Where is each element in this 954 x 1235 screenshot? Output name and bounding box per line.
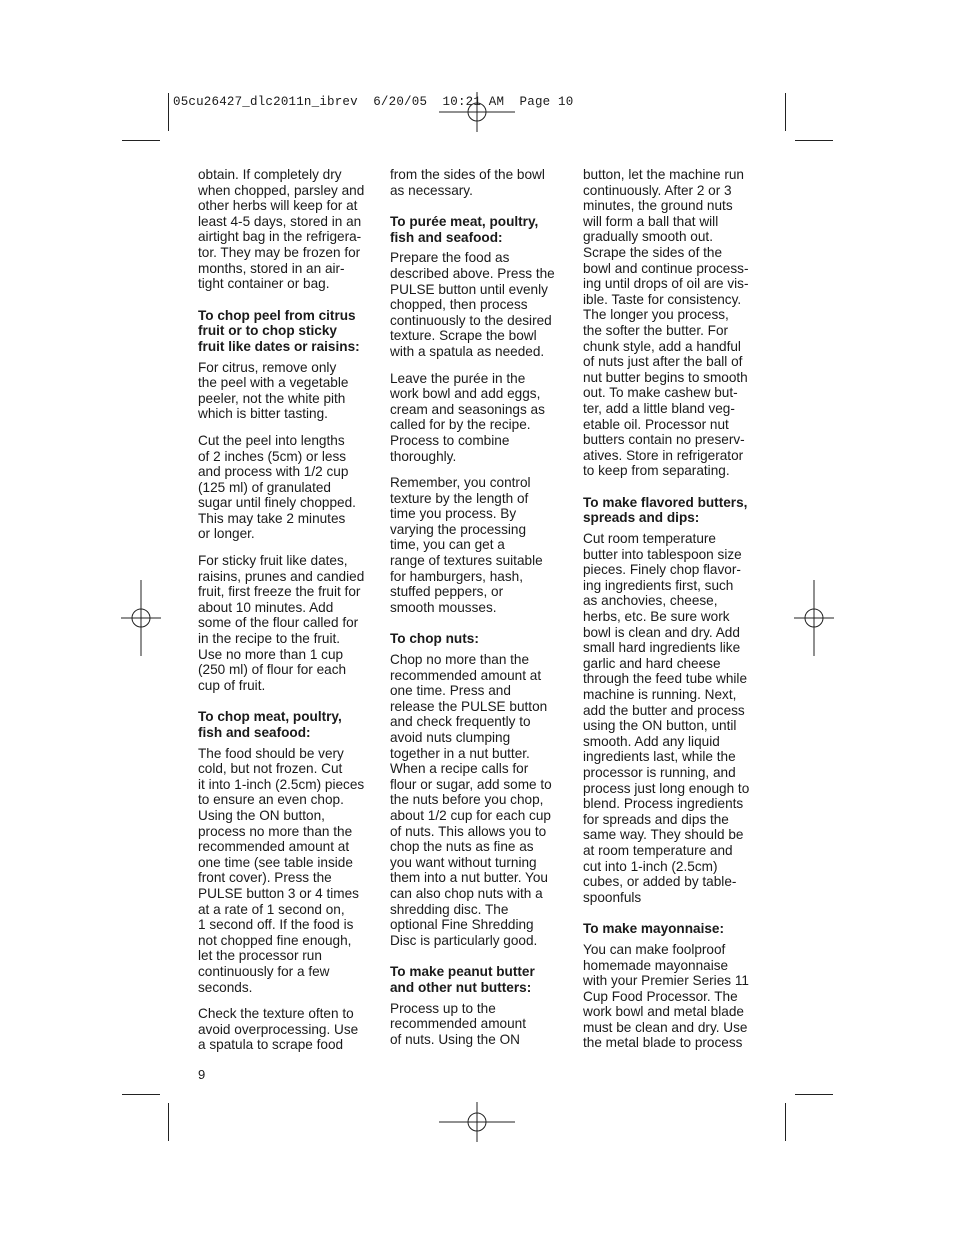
text-column-3 (583, 167, 763, 1062)
text-column-1 (198, 167, 378, 1064)
body-paragraph: button, let the machine run continuously. After 2 or 3 minutes, the ground nuts will form a ball that will gradually smooth out. Scrape the sides of the bowl and continue process- ing until drops of oil are vis- ible. Taste for consistency. The longer you process, the softer the butter. For chunk style, add a handful of nuts just after the ball of nut butter begins to smooth out. To make cashew but- ter, add a little bland veg- etable oil. Processor nut butters contain no preserv- atives. Store in refrigerator to keep from separating. (583, 167, 749, 479)
crop-mark (168, 93, 169, 131)
section-heading: To chop nuts: (390, 631, 479, 647)
body-paragraph: For sticky fruit like dates, raisins, prunes and candied fruit, first freeze the fruit for about 10 minutes. Add some of the flour called for in the recipe to the fruit. Use no more than 1 cup (250 ml) of flour for each cup of fruit. (198, 553, 365, 693)
crop-mark (122, 1094, 160, 1095)
body-paragraph: Cut the peel into lengths of 2 inches (5cm) or less and process with 1/2 cup (125 ml) of granulated sugar until finely chopped. This may take 2 minutes or longer. (198, 432, 356, 542)
crop-mark (795, 140, 833, 141)
body-paragraph: Process up to the recommended amount of nuts. Using the ON (390, 1000, 527, 1047)
crop-mark (168, 1103, 169, 1141)
page-number: 9 (198, 1067, 206, 1082)
crop-mark (122, 140, 160, 141)
body-paragraph: Cut room temperature butter into tablespoon size pieces. Finely chop flavor- ing ingredients first, such as anchovies, cheese, herbs, etc. Be sure work bowl is clean and dry. Add small hard ingredients like garlic and hard cheese through the feed tube while machine is running. Next, add the butter and process using the ON button, until smooth. Add any liquid ingredients last, while the processor is running, and process just long enough to blend. Process ingredients for spreads and dips the same way. They should be at room temperature and cut into 1-inch (2.5cm) cubes, or added by table- spoonfuls (583, 531, 750, 905)
body-paragraph: Leave the purée in the work bowl and add eggs, cream and seasonings as called for by the recipe. Process to combine thoroughly. (390, 370, 545, 464)
body-paragraph: Chop no more than the recommended amount at one time. Press and release the PULSE button and check frequently to avoid nuts clumping together in a nut butter. When a recipe calls for flour or sugar, add some to the nuts before you chop, about 1/2 cup for each cup of nuts. This allows you to chop the nuts as fine as you want without turning them into a nut butter. You can also chop nuts with a shredding disc. The optional Fine Shredding Disc is particularly good. (390, 652, 552, 948)
body-paragraph: You can make foolproof homemade mayonnaise with your Premier Series 11 Cup Food Processor. The work bowl and metal blade must be clean and dry. Use the metal blade to process (583, 941, 749, 1051)
section-heading: To make flavored butters, spreads and dips: (583, 494, 748, 526)
registration-mark-right (794, 580, 834, 656)
print-slug: 05cu26427_dlc2011n_ibrev 6/20/05 10:21 AM Page 10 (173, 95, 574, 109)
text-column-2 (390, 167, 570, 1058)
crop-mark (785, 93, 786, 131)
body-paragraph: Check the texture often to avoid overprocessing. Use a spatula to scrape food (198, 1006, 359, 1053)
section-heading: To make peanut butter and other nut butters: (390, 964, 535, 995)
body-paragraph: Remember, you control texture by the length of time you process. By varying the processing time, you can get a range of textures suitable for hamburgers, hash, stuffed peppers, or smooth mousses. (390, 475, 543, 615)
body-paragraph: from the sides of the bowl as necessary. (390, 167, 545, 198)
section-heading: To chop peel from citrus fruit or to chop sticky fruit like dates or raisins: (198, 307, 360, 354)
body-paragraph: For citrus, remove only the peel with a vegetable peeler, not the white pith which is bitter tasting. (198, 359, 349, 422)
body-paragraph: The food should be very cold, but not frozen. Cut it into 1-inch (2.5cm) pieces to ensure an even chop. Using the ON button, process no more than the recommended amount at one time (see table inside front cover). Press the PULSE button 3 or 4 times at a rate of 1 second on, 1 second off. If the food is not chopped fine enough, let the processor run continuously for a few seconds. (198, 745, 365, 995)
registration-mark-top (439, 92, 515, 132)
body-paragraph: obtain. If completely dry when chopped, parsley and other herbs will keep for at least 4-5 days, stored in an airtight bag in the refrigera- tor. They may be frozen for months, stored in an air- tight container or bag. (198, 167, 365, 292)
body-paragraph: Prepare the food as described above. Press the PULSE button until evenly chopped, then process continuously to the desired texture. Scrape the bowl with a spatula as needed. (390, 250, 555, 359)
registration-mark-left (121, 580, 161, 656)
registration-mark-bottom (439, 1102, 515, 1142)
crop-mark (785, 1103, 786, 1141)
section-heading: To make mayonnaise: (583, 921, 725, 937)
crop-mark (795, 1094, 833, 1095)
section-heading: To chop meat, poultry, fish and seafood: (198, 709, 342, 740)
section-heading: To purée meat, poultry, fish and seafood: (390, 214, 539, 245)
